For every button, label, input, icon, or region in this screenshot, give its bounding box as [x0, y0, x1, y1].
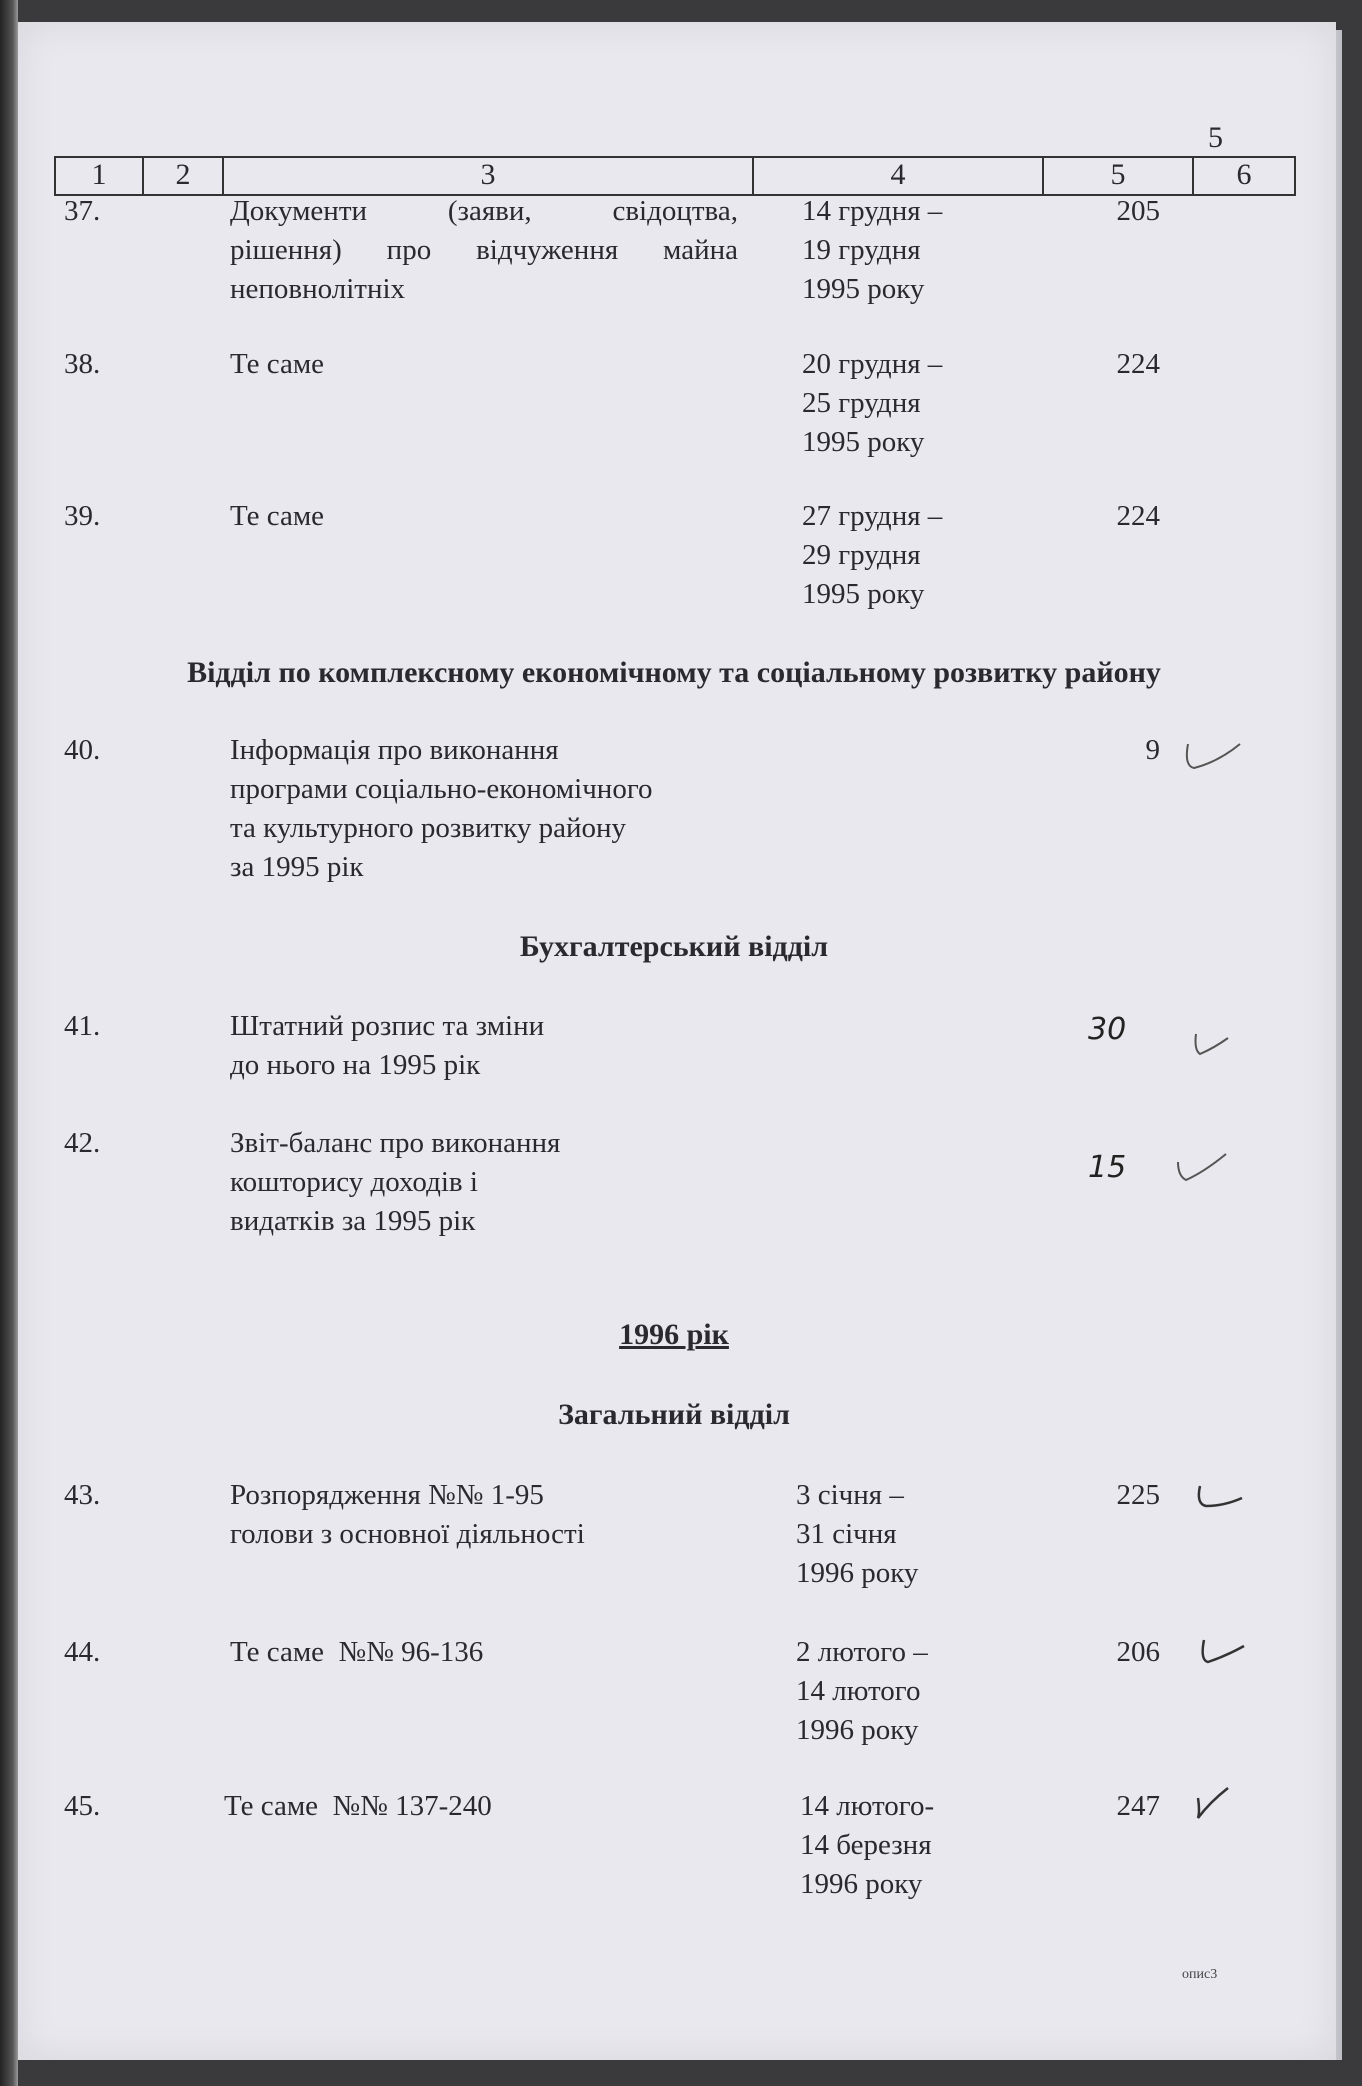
footer-code: опис3 — [1182, 1967, 1218, 1982]
row-38-date-line: 1995 року — [802, 426, 925, 458]
section-heading-general-dept: Загальний відділ — [558, 1398, 790, 1431]
row-44-date-line: 1996 року — [796, 1714, 919, 1746]
checkmark-icon — [1186, 1784, 1236, 1824]
row-43-date-line: 31 січня — [796, 1518, 897, 1550]
row-44-count: 206 — [1116, 1636, 1160, 1668]
section-heading-econ-dept: Відділ по комплексному економічному та соціальному розвитку району — [187, 656, 1161, 689]
row-40-desc-line: та культурного розвитку району — [230, 812, 627, 844]
row-39-desc-line: Те саме — [230, 500, 325, 532]
row-40-desc-line: Інформація про виконання — [230, 734, 559, 766]
page-number: 5 — [1208, 121, 1223, 154]
row-37-desc-line: рішення) про відчуження майна — [230, 234, 738, 266]
row-40-count: 9 — [1145, 734, 1160, 766]
header-col-2: 2 — [144, 156, 224, 196]
row-44-number: 44. — [64, 1636, 101, 1668]
checkmark-icon — [1178, 736, 1248, 776]
row-41-number: 41. — [64, 1010, 101, 1042]
row-37-desc-line: Документи (заяви, свідоцтва, — [230, 195, 738, 227]
section-heading-accounting: Бухгалтерський відділ — [519, 930, 829, 963]
row-41-count-handwritten: 30 — [1088, 1012, 1127, 1047]
row-44-date-line: 14 лютого — [796, 1675, 921, 1707]
row-39-count: 224 — [1116, 500, 1160, 532]
row-42-count-handwritten: 15 — [1088, 1150, 1127, 1185]
row-40-number: 40. — [64, 734, 101, 766]
section-heading-year: 1996 рік — [619, 1318, 729, 1351]
header-col-5: 5 — [1044, 156, 1194, 196]
row-43-date-line: 3 січня – — [796, 1479, 904, 1511]
header-col-6: 6 — [1194, 156, 1296, 196]
row-39-date-line: 27 грудня – — [802, 500, 943, 532]
row-43-desc-line: Розпорядження №№ 1-95 — [230, 1479, 544, 1511]
document-page — [18, 22, 1336, 2060]
row-38-date-line: 25 грудня — [802, 387, 921, 419]
row-41-desc-line: до нього на 1995 рік — [230, 1049, 481, 1081]
row-37-date-line: 19 грудня — [802, 234, 921, 266]
row-42-desc-line: видатків за 1995 рік — [230, 1205, 476, 1237]
row-43-date-line: 1996 року — [796, 1557, 919, 1589]
checkmark-icon — [1168, 1148, 1238, 1188]
row-42-number: 42. — [64, 1127, 101, 1159]
row-37-count: 205 — [1116, 195, 1160, 227]
row-43-desc-line: голови з основної діяльності — [230, 1518, 585, 1550]
row-38-date-line: 20 грудня – — [802, 348, 943, 380]
header-col-1: 1 — [54, 156, 144, 196]
row-43-count: 225 — [1116, 1479, 1160, 1511]
header-col-3: 3 — [224, 156, 754, 196]
row-43-number: 43. — [64, 1479, 101, 1511]
checkmark-icon — [1192, 1480, 1252, 1514]
row-37-date-line: 14 грудня – — [802, 195, 943, 227]
row-44-date-line: 2 лютого – — [796, 1636, 928, 1668]
row-38-desc-line: Те саме — [230, 348, 325, 380]
checkmark-icon — [1188, 1026, 1238, 1062]
row-40-desc-line: за 1995 рік — [230, 851, 364, 883]
row-44-desc-line: Те саме №№ 96-136 — [230, 1636, 484, 1668]
row-39-number: 39. — [64, 500, 101, 532]
row-39-date-line: 29 грудня — [802, 539, 921, 571]
row-45-number: 45. — [64, 1790, 101, 1822]
row-40-desc-line: програми соціально-економічного — [230, 773, 653, 805]
row-41-desc-line: Штатний розпис та зміни — [230, 1010, 545, 1042]
row-42-desc-line: кошторису доходів і — [230, 1166, 478, 1198]
row-38-count: 224 — [1116, 348, 1160, 380]
header-col-4: 4 — [754, 156, 1044, 196]
row-37-date-line: 1995 року — [802, 273, 925, 305]
row-45-date-line: 1996 року — [800, 1868, 923, 1900]
row-39-date-line: 1995 року — [802, 578, 925, 610]
row-45-date-line: 14 лютого- — [800, 1790, 935, 1822]
row-37-number: 37. — [64, 195, 101, 227]
row-45-count: 247 — [1116, 1790, 1160, 1822]
binding-edge — [0, 0, 18, 2086]
row-45-desc-line: Те саме №№ 137-240 — [224, 1790, 492, 1822]
checkmark-icon — [1192, 1634, 1252, 1670]
row-38-number: 38. — [64, 348, 101, 380]
row-37-desc-line: неповнолітніх — [230, 273, 406, 305]
row-42-desc-line: Звіт-баланс про виконання — [230, 1127, 561, 1159]
row-45-date-line: 14 березня — [800, 1829, 932, 1861]
